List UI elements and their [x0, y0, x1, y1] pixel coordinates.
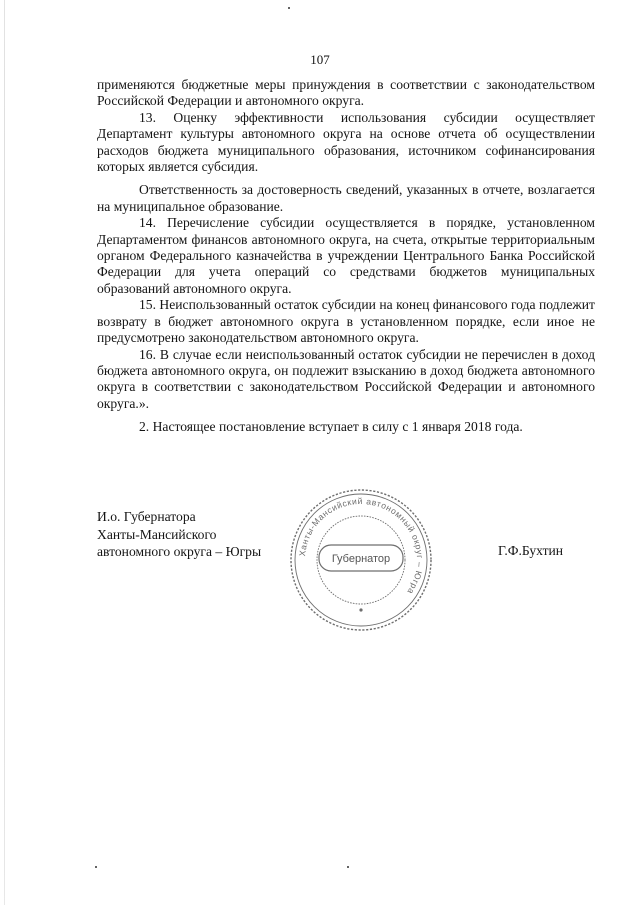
scan-speck [95, 866, 97, 868]
seal-ring-text: Ханты-Мансийский автономный округ – Югра [297, 495, 426, 597]
paragraph-14: 14. Перечисление субсидии осуществляется в порядке, установленном Департаментом финансов автономного округа, на счета, открытые территориальным органом Федерального казначейства в учреждении Центрального Банка Российской Федерации для учета операций со средствами бюджетов муниципальных образований автономного округа. [97, 215, 595, 296]
paragraph-16: 16. В случае если неиспользованный остаток субсидии не перечислен в доход бюджета автономного округа, он подлежит взысканию в доход бюджета автономного округа в соответствии с законодательством Российской Федерации и автономного округа.». [97, 346, 595, 411]
scan-speck [288, 7, 290, 9]
signatory-name: Г.Ф.Бухтин [498, 543, 564, 558]
signatory-title-block [97, 508, 297, 561]
signatory-title-line-1: И.о. Губернатора [97, 509, 196, 524]
official-seal-stamp [286, 487, 436, 633]
page-number: 107 [310, 52, 330, 67]
scan-margin-line [4, 0, 5, 905]
paragraph-effective-date: 2. Настоящее постановление вступает в силу с 1 января 2018 года. [139, 419, 523, 435]
seal-center-text: Губернатор [331, 553, 391, 565]
document-body [97, 77, 595, 436]
paragraph-13: 13. Оценку эффективности использования субсидии осуществляет Департамент культуры автономного округа на основе отчета об осуществлении расходов бюджета муниципального образования, источником софинансирования которых является субсидия. [97, 109, 595, 175]
signatory-title-line-2: Ханты-Мансийского [97, 526, 217, 542]
scan-speck [347, 866, 349, 868]
paragraph-15: 15. Неиспользованный остаток субсидии на конец финансового года подлежит возврату в бюджет автономного округа в установленном порядке, если иное не предусмотрено законодательством автономного округа. [97, 297, 595, 346]
signatory-title-line-3: автономного округа – Югры [97, 544, 262, 559]
paragraph-responsibility: Ответственность за достоверность сведений, указанных в отчете, возлагается на муниципальное образование. [97, 182, 595, 214]
paragraph-continuation: применяются бюджетные меры принуждения в соответствии с законодательством Российской Федерации и автономного округа. [97, 77, 595, 109]
